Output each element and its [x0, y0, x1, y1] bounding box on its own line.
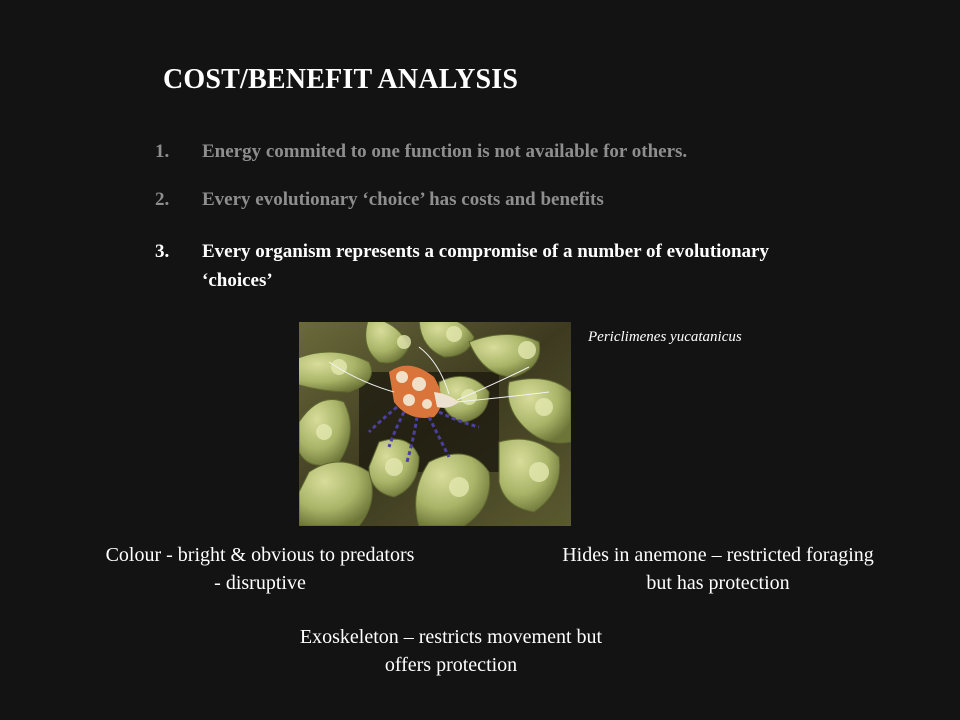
point-3	[155, 237, 835, 295]
point-number: 1.	[155, 141, 170, 162]
caption-line: - disruptive	[214, 572, 306, 594]
shrimp-anemone-photo	[299, 322, 571, 526]
caption-exoskeleton	[246, 623, 656, 679]
caption-colour	[60, 541, 460, 597]
caption-line: but has protection	[646, 572, 790, 594]
caption-line: offers protection	[384, 654, 518, 676]
caption-line: Hides in anemone – restricted foraging	[562, 544, 874, 566]
point-text: Every organism represents a compromise of a number of evolutionary ‘choices’	[202, 241, 769, 291]
point-number: 2.	[155, 189, 170, 210]
caption-anemone	[523, 541, 913, 597]
point-2	[155, 185, 835, 214]
point-number: 3.	[155, 241, 170, 262]
point-text: Every evolutionary ‘choice’ has costs and benefits	[202, 189, 604, 210]
point-1	[155, 137, 835, 166]
slide-title: COST/BENEFIT ANALYSIS	[163, 64, 519, 95]
species-label: Periclimenes yucatanicus	[588, 329, 742, 345]
caption-line: Exoskeleton – restricts movement but	[299, 626, 603, 648]
caption-line: Colour - bright & obvious to predators	[105, 544, 415, 566]
point-text: Energy commited to one function is not available for others.	[202, 141, 688, 162]
